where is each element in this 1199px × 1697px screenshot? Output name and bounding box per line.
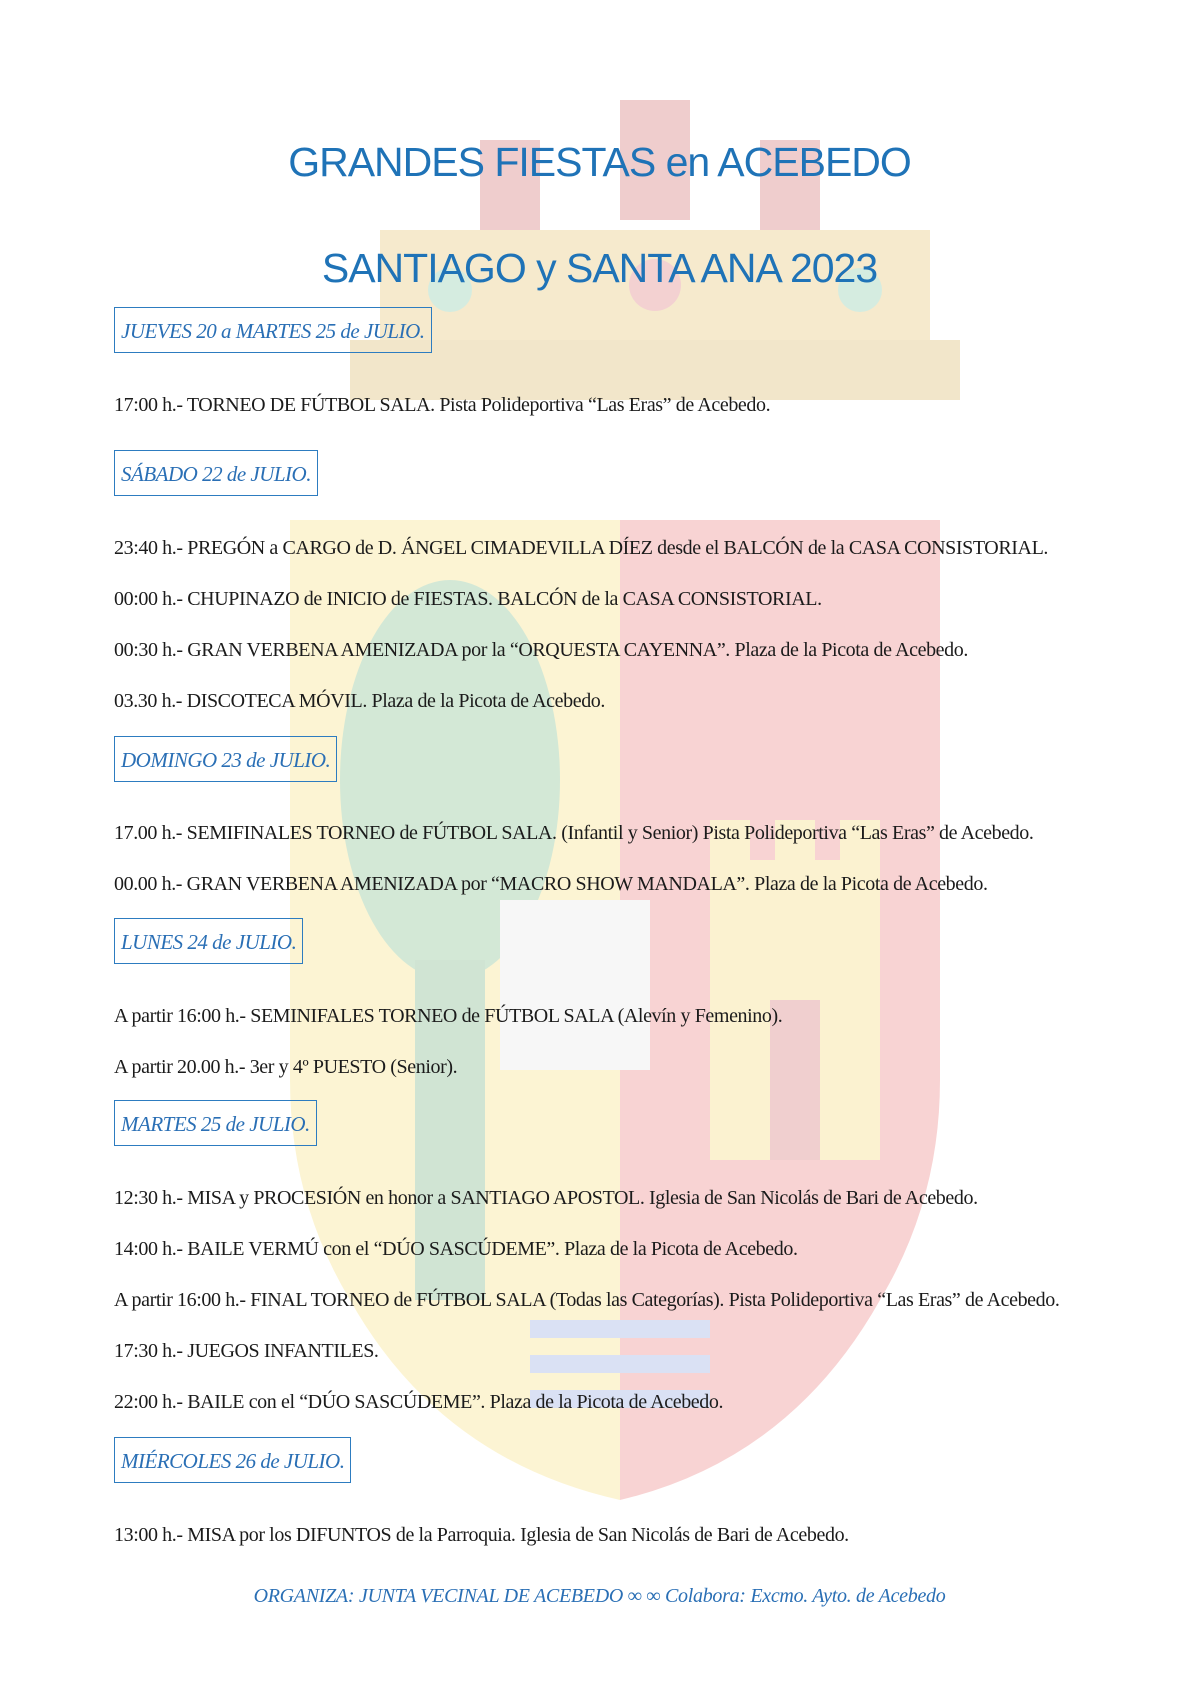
event-item: 00.00 h.- GRAN VERBENA AMENIZADA por “MACRO SHOW MANDALA”. Plaza de la Picota de Acebedo. [114,873,988,895]
event-item: A partir 20.00 h.- 3er y 4º PUESTO (Senior). [114,1056,458,1078]
page-subtitle: SANTIAGO y SANTA ANA 2023 [321,245,878,291]
organizer-footer: ORGANIZA: JUNTA VECINAL DE ACEBEDO ∞ ∞ Colabora: Excmo. Ayto. de Acebedo [253,1585,946,1607]
event-item: 17:00 h.- TORNEO DE FÚTBOL SALA. Pista Polideportiva “Las Eras” de Acebedo. [114,394,771,416]
event-item: 12:30 h.- MISA y PROCESIÓN en honor a SANTIAGO APOSTOL. Iglesia de San Nicolás de Bari de Acebedo. [114,1187,978,1209]
page-title: GRANDES FIESTAS en ACEBEDO [288,139,911,185]
event-item: 00:00 h.- CHUPINAZO de INICIO de FIESTAS. BALCÓN de la CASA CONSISTORIAL. [114,588,822,610]
day-heading-domingo: DOMINGO 23 de JULIO. [114,736,337,782]
day-heading-sabado: SÁBADO 22 de JULIO. [114,450,318,496]
event-item: A partir 16:00 h.- FINAL TORNEO de FÚTBOL SALA (Todas las Categorías). Pista Polideportiva “Las Eras” de Acebedo. [114,1289,1060,1311]
event-item: 13:00 h.- MISA por los DIFUNTOS de la Parroquia. Iglesia de San Nicolás de Bari de Acebedo. [114,1524,849,1546]
day-heading-miercoles: MIÉRCOLES 26 de JULIO. [114,1437,351,1483]
day-heading-martes: MARTES 25 de JULIO. [114,1100,317,1146]
event-item: A partir 16:00 h.- SEMINIFALES TORNEO de FÚTBOL SALA (Alevín y Femenino). [114,1005,783,1027]
day-heading-lunes: LUNES 24 de JULIO. [114,918,303,964]
event-item: 22:00 h.- BAILE con el “DÚO SASCÚDEME”. Plaza de la Picota de Acebedo. [114,1391,724,1413]
day-heading-jueves: JUEVES 20 a MARTES 25 de JULIO. [114,307,432,353]
event-item: 17.00 h.- SEMIFINALES TORNEO de FÚTBOL SALA. (Infantil y Senior) Pista Polideportiva “Las Eras” de Acebedo. [114,822,1034,844]
event-item: 03.30 h.- DISCOTECA MÓVIL. Plaza de la Picota de Acebedo. [114,690,605,712]
event-item: 23:40 h.- PREGÓN a CARGO de D. ÁNGEL CIMADEVILLA DÍEZ desde el BALCÓN de la CASA CONSISTORIAL. [114,537,1049,559]
event-item: 00:30 h.- GRAN VERBENA AMENIZADA por la “ORQUESTA CAYENNA”. Plaza de la Picota de Acebedo. [114,639,968,661]
event-item: 14:00 h.- BAILE VERMÚ con el “DÚO SASCÚDEME”. Plaza de la Picota de Acebedo. [114,1238,798,1260]
event-item: 17:30 h.- JUEGOS INFANTILES. [114,1340,379,1362]
